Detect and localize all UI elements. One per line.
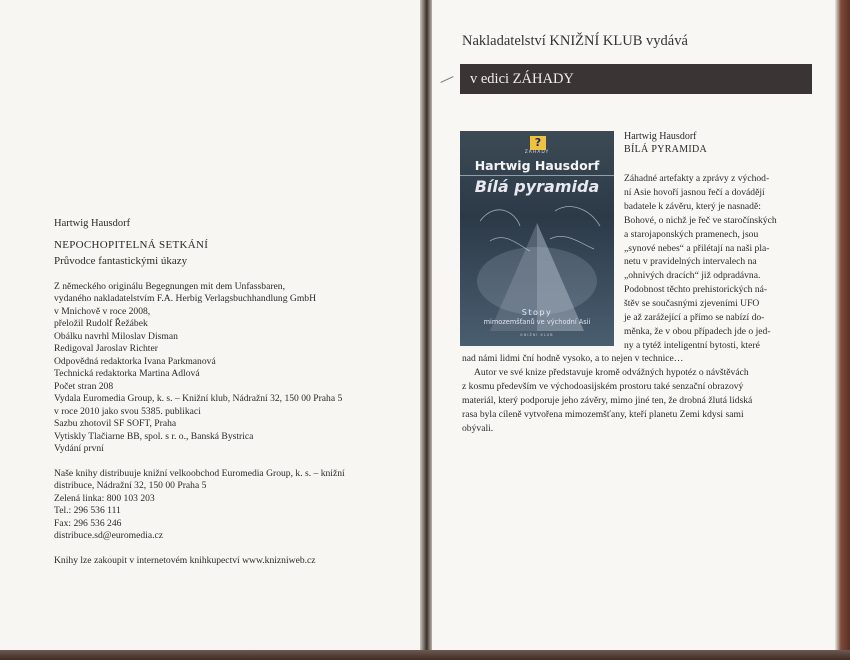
description-line: ny a tytéž inteligentní bytosti, které: [624, 339, 760, 351]
credit-line: přeložil Rudolf Řežábek: [54, 318, 148, 329]
purchase-line: Knihy lze zakoupit v internetovém knihkupectví www.knizniweb.cz: [54, 554, 316, 566]
distribution-line: distribuce, Nádražní 32, 150 00 Praha 5: [54, 480, 207, 491]
book-bottom-edge: [0, 650, 850, 660]
left-page: [0, 0, 422, 650]
description-side-column: [624, 172, 814, 353]
credit-line: Vydání první: [54, 443, 104, 454]
cover-divider: [460, 175, 614, 176]
credit-line: Vydala Euromedia Group, k. s. – Knižní klub, Nádražní 32, 150 00 Praha 5: [54, 393, 343, 404]
description-line: „ohnivých dracích“ již odpradávna.: [624, 270, 761, 282]
description-line: rasa byla cíleně vytvořena mimozemšťany, kteří planetu Zemi kdysi sami: [462, 408, 744, 420]
description-line: je až zarážející a přímo se nabízí do-: [624, 312, 765, 324]
credit-line: Počet stran 208: [54, 380, 114, 392]
description-line: nad námi lidmi ční hodně vysoko, a to nejen v technice…: [462, 353, 684, 364]
cover-author: Hartwig Hausdorf: [474, 158, 600, 173]
description-line: z kosmu především ve východoasijském prostoru také senzační obrazový: [462, 380, 744, 392]
cover-tagline-sub: mimozemšťanů ve východní Asii: [483, 318, 591, 326]
description-line: Autor ve své knize představuje kromě odvážných hypotéz o návštěvách: [474, 366, 749, 378]
credit-line: v Mnichově v roce 2008,: [54, 305, 151, 317]
credit-line: Vytiskly Tlačiarne BB, spol. s r. o., Banská Bystrica: [54, 430, 254, 442]
book-title: BÍLÁ PYRAMIDA: [624, 144, 708, 155]
credit-line: Redigoval Jaroslav Richter: [54, 343, 158, 354]
credits-list: [54, 281, 404, 456]
cover-glow: [477, 247, 597, 315]
book-author: Hartwig Hausdorf: [624, 131, 697, 142]
description-line: Podobnost těchto prehistorických ná-: [624, 284, 768, 296]
description-line: „synové nebes“ a přilétají na naši pla-: [624, 242, 770, 254]
cover-publisher: KNIŽNÍ KLUB: [520, 333, 554, 337]
distribution-line: Fax: 296 536 246: [54, 517, 122, 529]
description-line: materiál, který podporuje jeho závěry, mimo jiné ten, že drobná žlutá lidská: [462, 394, 753, 406]
imprint-title: NEPOCHOPITELNÁ SETKÁNÍ: [54, 238, 209, 251]
description-line: ní Asie hovoří jasnou řečí a dovádějí: [624, 186, 765, 198]
series-badge: ?: [530, 136, 546, 150]
cover-title: Bílá pyramida: [474, 177, 600, 196]
publisher-heading: Nakladatelství KNIŽNÍ KLUB vydává: [462, 33, 688, 49]
distribution-line: Tel.: 296 536 111: [54, 505, 121, 516]
credit-line: Z německého originálu Begegnungen mit dem Unfassbaren,: [54, 280, 285, 292]
book-gutter: [420, 0, 432, 660]
distribution-list: [54, 468, 404, 543]
credit-line: Technická redaktorka Martina Adlová: [54, 368, 200, 379]
credit-line: Sazbu zhotovil SF SOFT, Praha: [54, 418, 177, 429]
imprint-author: Hartwig Hausdorf: [54, 218, 131, 229]
description-line: štěv se současnými zjeveními UFO: [624, 298, 760, 310]
description-full-column: [462, 352, 814, 435]
cover-series-label: ZÁHADY: [524, 150, 550, 155]
credit-line: Odpovědná redaktorka Ivana Parkmanová: [54, 355, 216, 367]
series-banner: v edici ZÁHADY: [460, 64, 812, 94]
description-line: obývali.: [462, 422, 494, 434]
book-cover-image: [460, 131, 614, 346]
distribution-line: distribuce.sd@euromedia.cz: [54, 530, 163, 541]
imprint-subtitle: Průvodce fantastickými úkazy: [54, 255, 188, 267]
imprint-block: [54, 218, 404, 567]
credit-line: Obálku navrhl Miloslav Disman: [54, 330, 178, 342]
description-line: badatele k závěru, který je nasnadě:: [624, 200, 761, 212]
description-line: netu v pravidelných intervalech na: [624, 256, 757, 268]
cover-tagline: Stopy: [521, 308, 553, 317]
description-line: měnka, že v obou případech jde o jed-: [624, 325, 771, 337]
credit-line: v roce 2010 jako svou 5385. publikaci: [54, 405, 201, 417]
book-edge: [835, 0, 850, 660]
description-line: a starojaponských pramenech, jsou: [624, 228, 759, 240]
distribution-line: Naše knihy distribuuje knižní velkoobchod Euromedia Group, k. s. – knižní: [54, 467, 345, 479]
description-line: Bohové, o nichž je řeč ve staročínských: [624, 214, 777, 226]
description-line: Záhadné artefakty a zprávy z východ-: [624, 173, 770, 184]
distribution-line: Zelená linka: 800 103 203: [54, 492, 155, 504]
credit-line: vydaného nakladatelstvím F.A. Herbig Verlagsbuchhandlung GmbH: [54, 293, 317, 304]
